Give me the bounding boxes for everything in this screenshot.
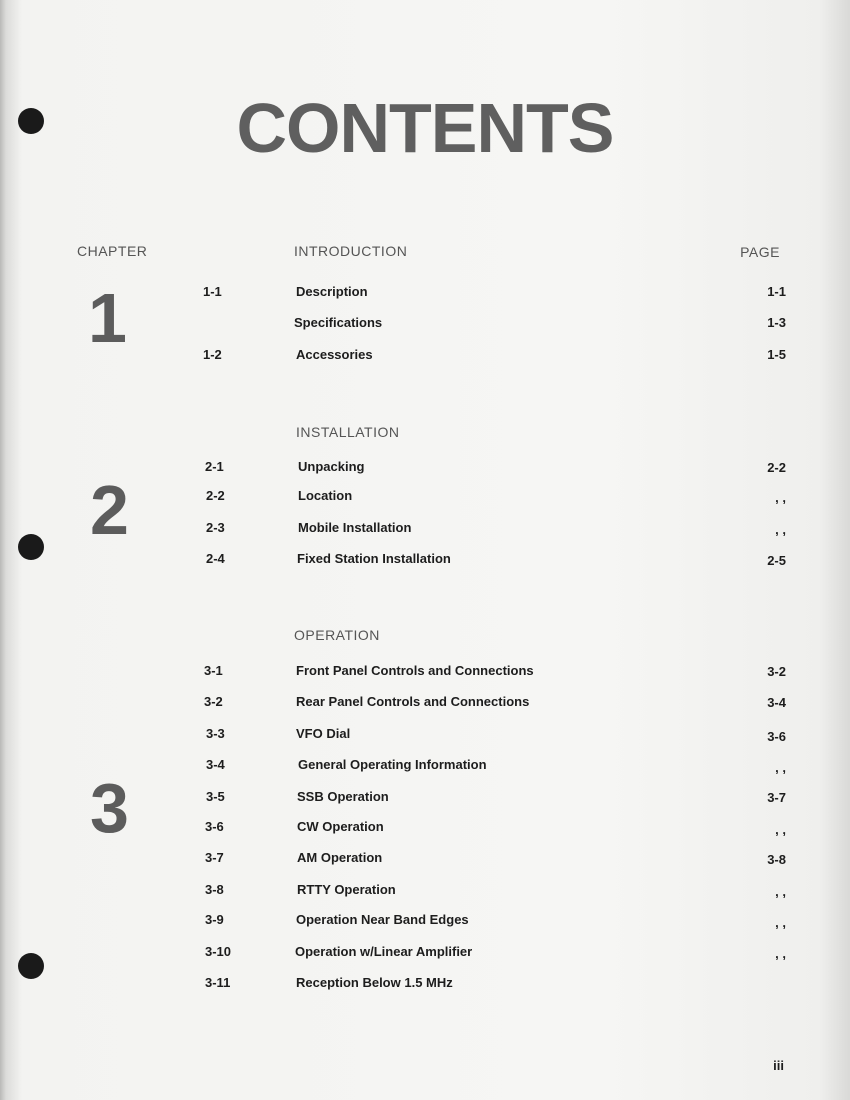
chapter-number: 1	[88, 279, 127, 357]
chapter-heading: INTRODUCTION	[294, 243, 408, 259]
chapter-heading: INSTALLATION	[296, 424, 400, 440]
toc-page-number: 1-1	[767, 284, 786, 299]
toc-page-number: 3-4	[767, 695, 786, 710]
toc-section-number: 3-4	[206, 757, 225, 772]
toc-page-number: , ,	[775, 915, 786, 930]
toc-page-number: 1-5	[767, 347, 786, 362]
toc-entry-title: Specifications	[294, 315, 383, 330]
toc-entry-title: Operation w/Linear Amplifier	[295, 944, 473, 959]
toc-page-number: 2-2	[767, 460, 786, 475]
toc-section-number: 3-8	[205, 882, 224, 897]
toc-section-number: 3-3	[206, 726, 225, 741]
toc-entry-title: Operation Near Band Edges	[296, 912, 469, 927]
chapter-heading: OPERATION	[294, 627, 380, 643]
toc-section-number: 2-2	[206, 488, 225, 503]
toc-section-number: 1-1	[203, 284, 222, 299]
toc-section-number: 3-5	[206, 789, 225, 804]
page-title: CONTENTS	[236, 89, 614, 167]
page-folio: iii	[773, 1058, 784, 1073]
toc-page-number: , ,	[775, 822, 786, 837]
toc-section-number: 3-2	[204, 694, 223, 709]
chapter-number: 3	[90, 769, 129, 847]
toc-section-number: 2-3	[206, 520, 225, 535]
toc-section-number: 1-2	[203, 347, 222, 362]
toc-entry-title: Description	[296, 284, 368, 299]
toc-page-number: 3-8	[767, 852, 786, 867]
toc-entry-title: Unpacking	[298, 459, 365, 474]
toc-section-number: 3-1	[204, 663, 223, 678]
toc-page-number: 3-2	[767, 664, 786, 679]
toc-section-number: 3-9	[205, 912, 224, 927]
toc-entry-title: RTTY Operation	[297, 882, 396, 897]
chapter-column-header: CHAPTER	[77, 243, 148, 259]
toc-entry-title: Front Panel Controls and Connections	[296, 663, 534, 678]
toc-entry-title: Location	[298, 488, 353, 503]
toc-section-number: 3-11	[205, 975, 231, 990]
toc-entry-title: AM Operation	[297, 850, 383, 865]
toc-section-number: 2-1	[205, 459, 224, 474]
binder-hole	[18, 953, 44, 979]
toc-entry-title: CW Operation	[297, 819, 384, 834]
toc-page-number: 3-6	[767, 729, 786, 744]
toc-entry-title: Reception Below 1.5 MHz	[296, 975, 453, 990]
chapter-number: 2	[90, 471, 129, 549]
toc-page-number: , ,	[775, 522, 786, 537]
toc-entry-title: Fixed Station Installation	[297, 551, 451, 566]
toc-entry-title: Mobile Installation	[298, 520, 412, 535]
toc-section-number: 3-7	[205, 850, 224, 865]
toc-page-number: 1-3	[767, 315, 786, 330]
page-column-header: PAGE	[740, 244, 780, 260]
toc-page-number: , ,	[775, 946, 786, 961]
toc-section-number: 3-10	[205, 944, 232, 959]
toc-entry-title: SSB Operation	[297, 789, 389, 804]
toc-page-number: 2-5	[767, 553, 786, 568]
toc-page-number: , ,	[775, 490, 786, 505]
toc-section-number: 3-6	[205, 819, 224, 834]
toc-entry-title: Accessories	[296, 347, 373, 362]
toc-page-number: , ,	[775, 884, 786, 899]
toc-entry-title: VFO Dial	[296, 726, 351, 741]
toc-page-number: , ,	[775, 760, 786, 775]
toc-page-number: 3-7	[767, 790, 786, 805]
toc-entry-title: General Operating Information	[298, 757, 487, 772]
toc-section-number: 2-4	[206, 551, 225, 566]
toc-entry-title: Rear Panel Controls and Connections	[296, 694, 530, 709]
binder-hole	[18, 534, 44, 560]
